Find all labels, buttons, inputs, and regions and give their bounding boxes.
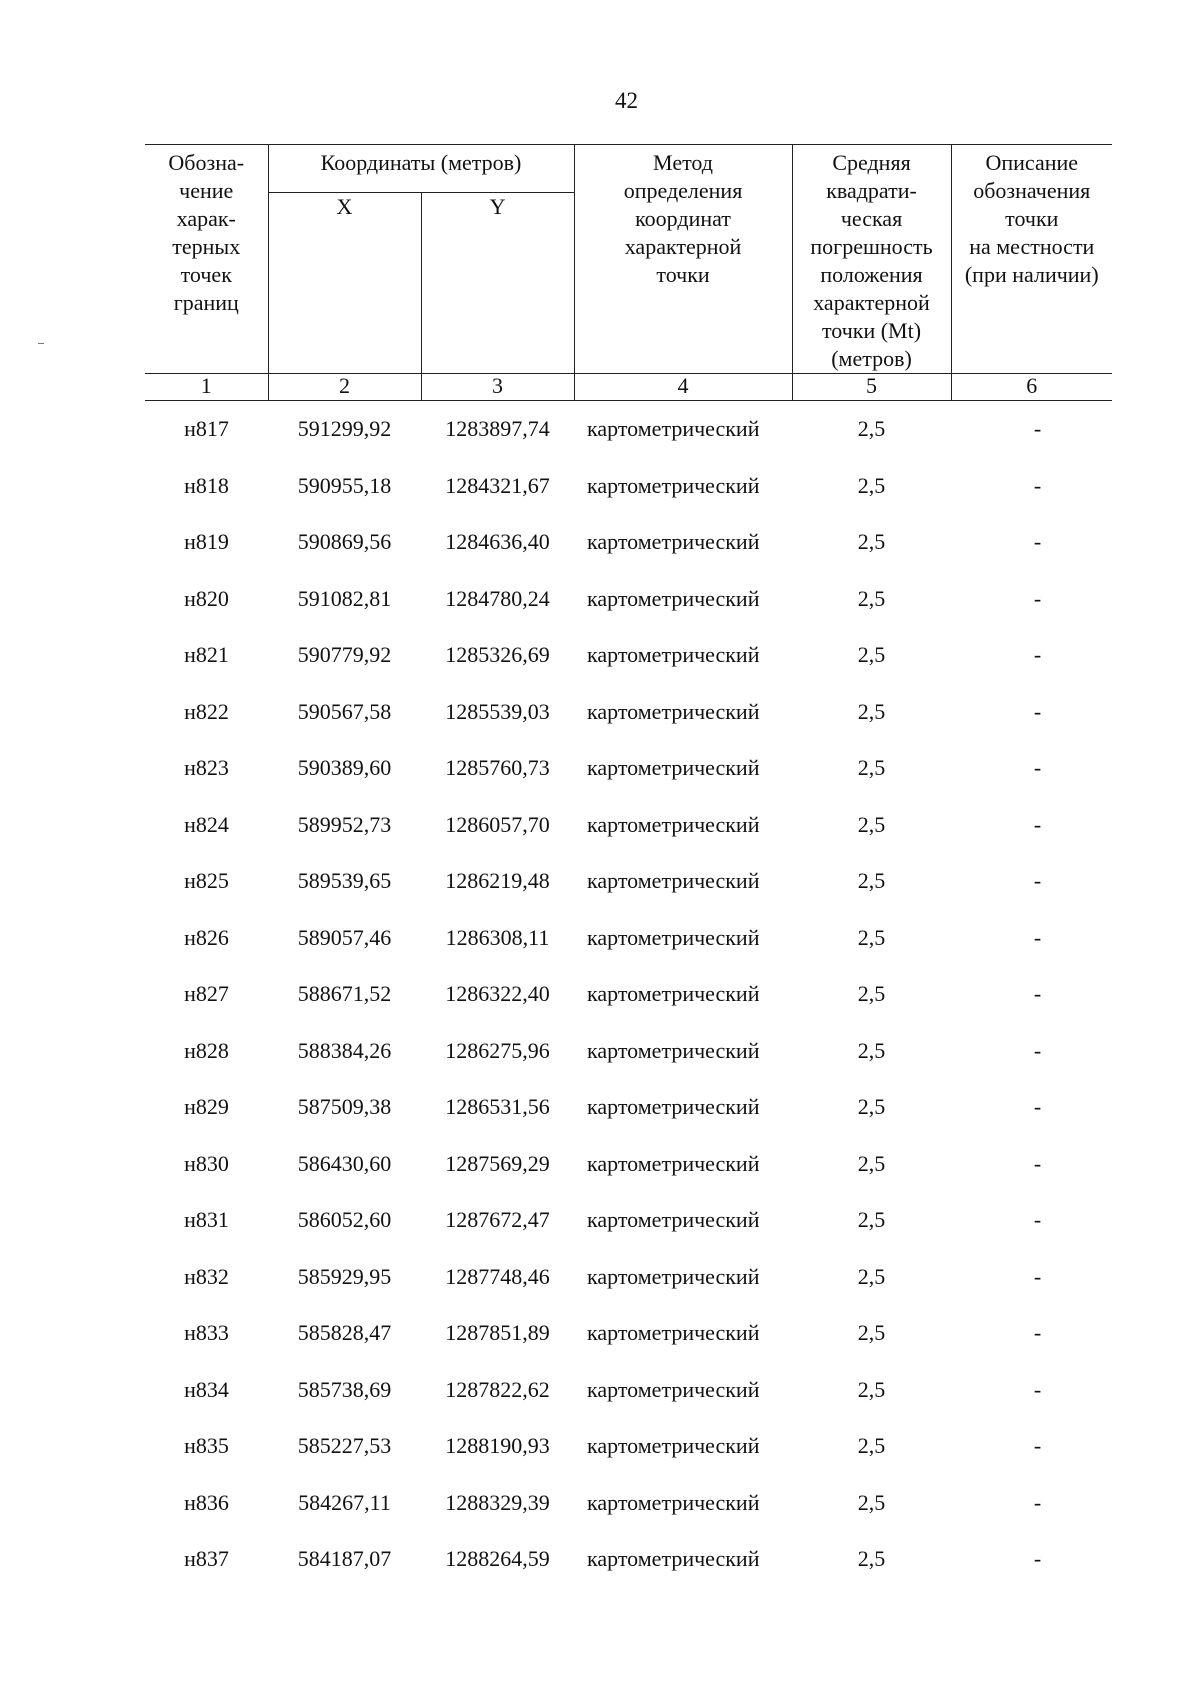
cell-error-value: 2,5 (857, 585, 886, 611)
header-designation (145, 145, 268, 374)
cell-method: картометрический (587, 1207, 760, 1233)
cell-description: - (1033, 924, 1042, 950)
header-line: квадрати- (826, 178, 917, 203)
cell-coord-y: 1286057,70 (445, 811, 550, 837)
cell-description: - (1033, 755, 1042, 781)
cell-coord-y: 1284636,40 (445, 529, 550, 555)
cell-method: картометрический (587, 472, 760, 498)
header-coordinates: Координаты (метров) (268, 145, 574, 193)
table-row (145, 1136, 1112, 1193)
header-line: ческая (840, 206, 903, 231)
cell-coord-x: 589539,65 (297, 868, 392, 894)
table-row (145, 797, 1112, 854)
cell-description: - (1033, 1263, 1042, 1289)
cell-coord-x: 584267,11 (298, 1489, 391, 1515)
cell-description: - (1033, 981, 1042, 1007)
cell-coord-x: 591082,81 (297, 585, 392, 611)
cell-method: картометрический (587, 755, 760, 781)
header-line: чение (179, 178, 234, 203)
cell-coord-x: 591299,92 (297, 416, 392, 442)
cell-coord-x: 588384,26 (297, 1037, 392, 1063)
cell-point-id: н820 (184, 585, 229, 611)
cell-point-id: н827 (184, 981, 229, 1007)
cell-method: картометрический (587, 981, 760, 1007)
table-row (145, 1023, 1112, 1080)
cell-error-value: 2,5 (857, 1150, 886, 1176)
cell-error-value: 2,5 (857, 1207, 886, 1233)
cell-coord-y: 1285760,73 (445, 755, 550, 781)
table-row (145, 1305, 1112, 1362)
cell-description: - (1033, 1376, 1042, 1402)
cell-point-id: н831 (184, 1207, 229, 1233)
header-line: погрешность (810, 234, 933, 259)
header-line: характерной (624, 234, 742, 259)
table-row (145, 1079, 1112, 1136)
cell-method: картометрический (587, 868, 760, 894)
cell-point-id: н817 (184, 416, 229, 442)
cell-point-id: н837 (184, 1546, 229, 1572)
header-line: (при наличии) (964, 262, 1099, 287)
cell-coord-x: 584187,07 (297, 1546, 392, 1572)
cell-error-value: 2,5 (857, 1546, 886, 1572)
cell-description: - (1033, 1037, 1042, 1063)
cell-coord-x: 589057,46 (297, 924, 392, 950)
header-line: терных (172, 234, 241, 259)
table-row (145, 1531, 1112, 1588)
header-line: координат (635, 206, 731, 231)
table-row (145, 571, 1112, 628)
header-line: Средняя (832, 150, 911, 175)
table-header (145, 145, 1112, 401)
cell-point-id: н835 (184, 1433, 229, 1459)
cell-error-value: 2,5 (857, 472, 886, 498)
cell-method: картометрический (587, 924, 760, 950)
table-row (145, 1475, 1112, 1532)
table-row (145, 627, 1112, 684)
header-line: характерной (813, 290, 930, 315)
header-line: Обозна- (168, 150, 245, 175)
cell-description: - (1033, 1094, 1042, 1120)
cell-coord-y: 1284321,67 (445, 472, 550, 498)
cell-coord-x: 590389,60 (297, 755, 392, 781)
cell-coord-y: 1286219,48 (445, 868, 550, 894)
cell-error-value: 2,5 (857, 1037, 886, 1063)
cell-point-id: н826 (184, 924, 229, 950)
cell-coord-x: 587509,38 (297, 1094, 392, 1120)
table-row (145, 1249, 1112, 1306)
cell-error-value: 2,5 (857, 1320, 886, 1346)
header-line: определения (623, 178, 743, 203)
column-numbers-row (145, 374, 1112, 401)
cell-error-value: 2,5 (857, 1489, 886, 1515)
cell-coord-x: 586052,60 (297, 1207, 392, 1233)
header-line: (метров) (831, 346, 912, 371)
cell-point-id: н822 (184, 698, 229, 724)
cell-description: - (1033, 1207, 1042, 1233)
cell-coord-y: 1288264,59 (445, 1546, 550, 1572)
cell-coord-x: 585828,47 (297, 1320, 392, 1346)
cell-method: картометрический (587, 1546, 760, 1572)
cell-point-id: н834 (184, 1376, 229, 1402)
cell-coord-x: 588671,52 (297, 981, 392, 1007)
cell-error-value: 2,5 (857, 1094, 886, 1120)
header-method (574, 145, 792, 374)
cell-coord-x: 589952,73 (297, 811, 392, 837)
cell-error-value: 2,5 (857, 642, 886, 668)
cell-method: картометрический (587, 811, 760, 837)
cell-error-value: 2,5 (857, 981, 886, 1007)
cell-error-value: 2,5 (857, 1376, 886, 1402)
cell-point-id: н833 (184, 1320, 229, 1346)
table-row (145, 401, 1112, 458)
cell-coord-y: 1284780,24 (445, 585, 550, 611)
cell-error-value: 2,5 (857, 1433, 886, 1459)
page-number: 42 (615, 88, 638, 113)
header-description (951, 145, 1112, 374)
header-line: границ (173, 290, 239, 315)
cell-method: картометрический (587, 1263, 760, 1289)
header-line: на местности (969, 234, 1095, 259)
cell-coord-y: 1285326,69 (445, 642, 550, 668)
header-y: Y (421, 193, 574, 374)
cell-point-id: н829 (184, 1094, 229, 1120)
cell-error-value: 2,5 (857, 924, 886, 950)
cell-description: - (1033, 1433, 1042, 1459)
header-error (792, 145, 951, 374)
header-line: положения (820, 262, 923, 287)
column-number: 5 (792, 374, 951, 401)
cell-method: картометрический (587, 529, 760, 555)
cell-point-id: н836 (184, 1489, 229, 1515)
cell-method: картометрический (587, 1376, 760, 1402)
header-line: обозначения (973, 178, 1091, 203)
header-line: точек (180, 262, 232, 287)
cell-coord-x: 590955,18 (297, 472, 392, 498)
cell-coord-x: 586430,60 (297, 1150, 392, 1176)
cell-method: картометрический (587, 1037, 760, 1063)
cell-point-id: н832 (184, 1263, 229, 1289)
header-line: харак- (176, 206, 236, 231)
header-x: X (268, 193, 421, 374)
cell-coord-y: 1286308,11 (445, 924, 550, 950)
cell-coord-x: 585929,95 (297, 1263, 392, 1289)
coordinates-table (145, 144, 1112, 1588)
cell-coord-y: 1286275,96 (445, 1037, 550, 1063)
table-row (145, 1192, 1112, 1249)
table-row (145, 458, 1112, 515)
cell-coord-x: 590869,56 (297, 529, 392, 555)
cell-error-value: 2,5 (857, 868, 886, 894)
column-number: 4 (574, 374, 792, 401)
cell-description: - (1033, 1489, 1042, 1515)
cell-method: картометрический (587, 1150, 760, 1176)
cell-description: - (1033, 1546, 1042, 1572)
cell-coord-y: 1287672,47 (445, 1207, 550, 1233)
cell-point-id: н823 (184, 755, 229, 781)
cell-coord-x: 590567,58 (297, 698, 392, 724)
header-line: точки (1005, 206, 1059, 231)
cell-description: - (1033, 585, 1042, 611)
header-line: Описание (985, 150, 1079, 175)
cell-coord-y: 1287748,46 (445, 1263, 550, 1289)
cell-description: - (1033, 1150, 1042, 1176)
cell-method: картометрический (587, 1320, 760, 1346)
cell-error-value: 2,5 (857, 416, 886, 442)
table-row (145, 740, 1112, 797)
cell-coord-y: 1288329,39 (445, 1489, 550, 1515)
cell-coord-x: 585227,53 (297, 1433, 392, 1459)
cell-coord-x: 590779,92 (297, 642, 392, 668)
cell-point-id: н819 (184, 529, 229, 555)
cell-method: картометрический (587, 585, 760, 611)
cell-point-id: н830 (184, 1150, 229, 1176)
cell-method: картометрический (587, 698, 760, 724)
column-number: 1 (145, 374, 268, 401)
cell-coord-y: 1283897,74 (445, 416, 550, 442)
table-row (145, 853, 1112, 910)
table-row (145, 684, 1112, 741)
cell-error-value: 2,5 (857, 698, 886, 724)
table-body (145, 401, 1112, 1588)
cell-method: картометрический (587, 1489, 760, 1515)
cell-description: - (1033, 416, 1042, 442)
cell-coord-y: 1287822,62 (445, 1376, 550, 1402)
cell-coord-y: 1286531,56 (445, 1094, 550, 1120)
cell-error-value: 2,5 (857, 1263, 886, 1289)
cell-point-id: н824 (184, 811, 229, 837)
table-row (145, 910, 1112, 967)
cell-point-id: н821 (184, 642, 229, 668)
cell-description: - (1033, 529, 1042, 555)
table-row (145, 966, 1112, 1023)
cell-description: - (1033, 642, 1042, 668)
cell-coord-y: 1287851,89 (445, 1320, 550, 1346)
cell-method: картометрический (587, 416, 760, 442)
cell-point-id: н818 (184, 472, 229, 498)
table-row (145, 514, 1112, 571)
cell-coord-y: 1286322,40 (445, 981, 550, 1007)
cell-method: картометрический (587, 1094, 760, 1120)
column-number: 2 (268, 374, 421, 401)
cell-description: - (1033, 811, 1042, 837)
column-number: 3 (421, 374, 574, 401)
cell-coord-y: 1287569,29 (445, 1150, 550, 1176)
cell-error-value: 2,5 (857, 529, 886, 555)
cell-description: - (1033, 1320, 1042, 1346)
margin-mark (38, 343, 44, 344)
cell-method: картометрический (587, 642, 760, 668)
cell-description: - (1033, 472, 1042, 498)
cell-method: картометрический (587, 1433, 760, 1459)
header-line: точки (656, 262, 710, 287)
cell-description: - (1033, 868, 1042, 894)
coordinates-table-wrapper (145, 144, 1112, 1588)
cell-coord-x: 585738,69 (297, 1376, 392, 1402)
cell-description: - (1033, 698, 1042, 724)
table-row (145, 1418, 1112, 1475)
header-line: Метод (653, 150, 713, 175)
cell-coord-y: 1285539,03 (445, 698, 550, 724)
cell-coord-y: 1288190,93 (445, 1433, 550, 1459)
column-number: 6 (951, 374, 1112, 401)
cell-point-id: н828 (184, 1037, 229, 1063)
cell-point-id: н825 (184, 868, 229, 894)
cell-error-value: 2,5 (857, 755, 886, 781)
table-row (145, 1362, 1112, 1419)
header-line: точки (Mt) (821, 318, 922, 343)
cell-error-value: 2,5 (857, 811, 886, 837)
